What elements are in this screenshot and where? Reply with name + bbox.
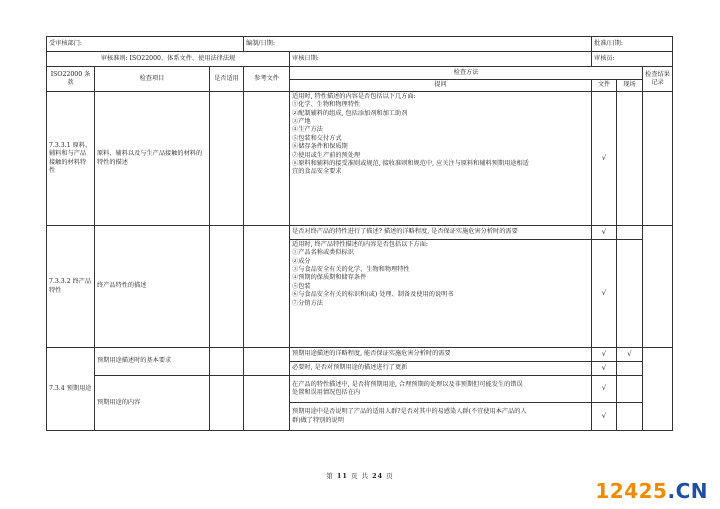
question-cell: 适用时, 终产品特性描述的内容是否包括以下方面: ①产品名称或类似标识 ②成分 ③与食品安全有关的化学、生物和物理特性 ④预期的保质期和储存条件 ⑤包装 ⑥与食品安全有关的标识和(或) 处理、制备及使用的说明书 ⑦分销方法 [290, 240, 592, 348]
clause-cell: 7.3.4 预期用途 [47, 348, 95, 431]
item-cell: 预期用途描述时的基本要求 [95, 348, 210, 376]
question-cell: 预期用途描述的详略程度, 能否保证实施危害分析时的需要 [290, 348, 592, 362]
reference-cell [244, 226, 290, 348]
col-reference-header: 参考文件 [244, 67, 290, 92]
document-check-cell [592, 348, 617, 362]
clause-cell: 7.3.3.2 终产品特性 [47, 226, 95, 348]
document-check-cell [592, 376, 617, 403]
dept-cell [47, 37, 244, 52]
applicable-cell [210, 226, 244, 348]
dept-label: 受审核部门: [49, 39, 83, 47]
site-watermark-logo: 12425.CN [595, 479, 708, 503]
onsite-check-cell [617, 403, 643, 431]
document-check-cell [592, 240, 617, 348]
result-cell [643, 226, 673, 348]
col-method-header: 检查方法 [290, 67, 643, 80]
result-cell [643, 92, 673, 226]
question-cell: 是否对终产品的特性进行了描述? 描述的详略程度, 是否保证实施危害分析时的需要 [290, 226, 592, 240]
page-number: 11 [336, 472, 348, 480]
page-footer: 第 11 页 共 24 页 [326, 472, 394, 480]
document-check-cell [592, 226, 617, 240]
table-row [47, 376, 673, 403]
col-onsite-header: 现场 [617, 80, 643, 92]
checkmark: √ [601, 384, 607, 393]
approve-label: 批准/日期: [594, 39, 623, 47]
reference-cell [244, 348, 290, 376]
onsite-check-cell [617, 376, 643, 403]
document-check-cell [592, 403, 617, 431]
question-cell: 必要时, 是否对预期用途的描述进行了更新 [290, 362, 592, 376]
audit-checklist-table [46, 36, 673, 431]
applicable-cell [210, 376, 244, 431]
standard-cell [47, 52, 290, 67]
table-row [47, 348, 673, 362]
reference-cell [244, 92, 290, 226]
item-cell: 原料、辅料以及与生产品接触的材料的特性的描述 [95, 92, 210, 226]
question-cell: 预期用途中是否说明了产品的适用人群?是否对其中的易感染人群(不宜使用本产品的人 群)做了特别的说明 [290, 403, 592, 431]
audit-date-label: 审核日期: [292, 54, 319, 62]
col-result-header: 检查结果记录 [643, 67, 673, 92]
date-label: 编制/日期: [246, 39, 275, 47]
reference-cell [244, 376, 290, 431]
page-total: 24 [372, 472, 384, 480]
auditor-label: 审核员: [594, 54, 615, 62]
onsite-check-cell [617, 240, 643, 348]
audit-date-cell [290, 52, 592, 67]
onsite-check-cell [617, 226, 643, 240]
col-item-header: 检查项目 [95, 67, 210, 92]
applicable-cell [210, 92, 244, 226]
checkmark: √ [601, 363, 607, 372]
checkmark: √ [627, 349, 632, 358]
onsite-check-cell [617, 92, 643, 226]
col-question-header: 提问 [290, 80, 592, 92]
checkmark: √ [601, 227, 607, 236]
table-row [47, 226, 673, 240]
col-clause-header: ISO22000 条款 [47, 67, 95, 92]
checkmark: √ [601, 288, 607, 297]
document-check-cell [592, 92, 617, 226]
auditor-cell [592, 52, 673, 67]
result-cell [643, 348, 673, 431]
date-cell [244, 37, 592, 52]
applicable-cell [210, 348, 244, 376]
document-check-cell [592, 362, 617, 376]
checkmark: √ [601, 411, 607, 420]
question-cell: 适用时, 特性描述的内容是否包括以下几方面: ①化学、生物和物理特性 ②配制辅料的组成, 包括添加剂和加工助剂 ③产地 ④生产方法 ⑤包装和交付方式 ⑥储存条件和保质期 ⑦使用或生产前的预处理 ⑧原料和辅料的接受准则或规范, 接收准则和规范中, 应关注与原料和辅料预期用途相适 宜的食品安全要求 [290, 92, 592, 226]
col-document-header: 文件 [592, 80, 617, 92]
item-cell: 预期用途的内容 [95, 376, 210, 431]
question-cell: 在产品的特性描述中, 是否将预期用途, 合理预期的处理以及非预期但可能发生的错误 处置和误用情况包括在内 [290, 376, 592, 403]
onsite-check-cell [617, 348, 643, 362]
checkmark: √ [601, 349, 607, 358]
approve-cell [592, 37, 673, 52]
checkmark: √ [601, 153, 607, 162]
table-row [47, 92, 673, 226]
onsite-check-cell [617, 362, 643, 376]
item-cell: 终产品特性的描述 [95, 226, 210, 348]
standard-label: 审核准则: ISO22000、体系文件、使用法律法规 [100, 54, 236, 62]
col-applicable-header: 是否适用 [210, 67, 244, 92]
clause-cell: 7.3.3.1 原料、辅料和与产品接触的材料特性 [47, 92, 95, 226]
